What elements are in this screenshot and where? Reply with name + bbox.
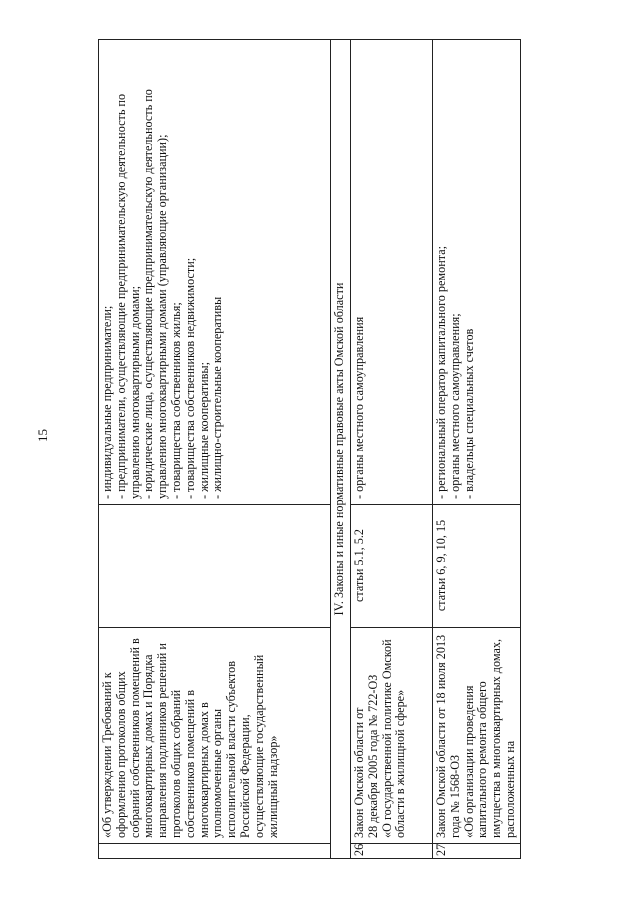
subjects-cell [99,40,331,505]
articles-cell: статьи 5.1, 5.2 [351,505,433,628]
document-cell: «Об утверждении Требований к оформлению протоколов общих собраний собственников помещений в многоквартирных домах и Порядка направления подлинников решений и протоколов общих собраний собственников помещений в многоквартирных домах в уполномоченные органы исполнительной власти субъектов Российской Федерации, осуществляющие государственный жилищный надзор» [99,628,331,844]
section-title: IV. Законы и иные нормативные правовые акты Омской области [331,40,351,859]
subject-item: - жилищные кооперативы; [196,362,211,499]
table-row [99,40,331,859]
subject-item: - региональный оператор капитального ремонта; [434,245,448,499]
subject-item: - товарищества собственников недвижимости; [182,257,197,499]
rotated-page-content [98,39,521,859]
table-row [433,40,521,859]
subject-item: - юридические лица, осуществляющие предпринимательскую деятельность по управлению многоквартирными домами (управляющие организации); [141,89,170,499]
articles-cell: статьи 6, 9, 10, 15 [433,505,521,628]
row-number-cell [99,844,331,859]
row-number-cell: 26 [351,844,433,859]
subjects-cell [351,40,433,505]
subject-item: - индивидуальные предприниматели; [100,305,114,499]
document-cell: Закон Омской области от 28 декабря 2005 года № 722-ОЗ «О государственной политике Омской области в жилищной сфере» [351,628,433,844]
articles-cell [99,505,331,628]
subject-item: - жилищно-строительные кооперативы [210,296,225,499]
subject-item: - владельцы специальных счетов [461,328,476,499]
legal-acts-table [98,39,521,859]
subjects-cell [433,40,521,505]
subject-item: - органы местного самоуправления [352,316,366,499]
section-header-row [331,40,351,859]
document-cell: Закон Омской области от 18 июля 2013 года № 1568-ОЗ «Об организации проведения капитального ремонта общего имущества в многоквартирных домах, расположенных на [433,628,521,844]
subject-item: - товарищества собственников жилья; [168,302,183,499]
subject-item: - предприниматели, осуществляющие предпринимательскую деятельность по управлению многоквартирными домами; [113,93,142,499]
page-number: 15 [35,429,50,442]
subject-item: - органы местного самоуправления; [447,313,462,499]
table-row [351,40,433,859]
row-number-cell: 27 [433,844,521,859]
